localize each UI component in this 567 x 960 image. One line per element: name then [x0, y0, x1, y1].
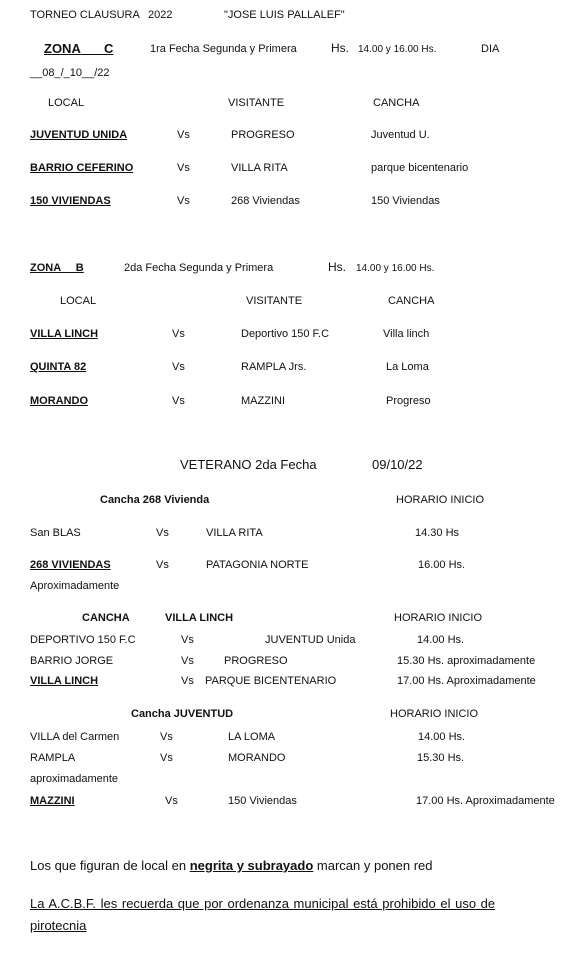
cancha-juventud-visitante-2: MORANDO	[228, 752, 286, 764]
tournament-title: TORNEO CLAUSURA	[30, 9, 140, 21]
legend-note-post: marcan y ponen red	[313, 858, 433, 873]
zona-b-visitante-1: Deportivo 150 F.C	[241, 328, 330, 340]
cancha-268-hora-1: 14.30 Hs	[415, 527, 460, 539]
cancha-juventud-hora-3: 17.00 Hs. Aproximadamente	[416, 795, 555, 807]
cancha-villa-linch-local-2: BARRIO JORGE	[30, 655, 114, 667]
cancha-268-note: Aproximadamente	[30, 580, 120, 592]
zona-c-col-local: LOCAL	[48, 97, 85, 109]
cancha-villa-linch-vs-3: Vs	[181, 675, 194, 687]
cancha-juventud-local-2: RAMPLA	[30, 752, 76, 764]
zona-c-vs-1: Vs	[177, 129, 190, 141]
zona-c-visitante-2: VILLA RITA	[231, 162, 288, 174]
cancha-268-local-2: 268 VIVIENDAS	[30, 559, 111, 571]
cancha-juventud-vs-2: Vs	[160, 752, 173, 764]
zona-b-cancha-1: Villa linch	[383, 328, 430, 340]
zona-c-hs-label: Hs.	[331, 41, 349, 55]
zona-b-vs-2: Vs	[172, 361, 185, 373]
cancha-villa-linch-vs-1: Vs	[181, 634, 194, 646]
cancha-juventud-horario: HORARIO INICIO	[390, 708, 479, 720]
zona-c-hours: 14.00 y 16.00 Hs.	[358, 44, 437, 55]
cancha-juventud-visitante-1: LA LOMA	[228, 731, 276, 743]
zona-b-col-cancha: CANCHA	[388, 295, 435, 307]
cancha-juventud-visitante-3: 150 Viviendas	[228, 795, 297, 807]
legend-note	[30, 858, 433, 874]
zona-b-title: ZONA B	[30, 262, 84, 274]
veterano-title: VETERANO 2da Fecha	[180, 457, 317, 472]
zona-b-vs-3: Vs	[172, 395, 185, 407]
cancha-juventud-title: Cancha JUVENTUD	[131, 708, 234, 720]
cancha-juventud-vs-3: Vs	[165, 795, 178, 807]
cancha-villa-linch-local-1: DEPORTIVO 150 F.C	[30, 634, 136, 646]
cancha-villa-linch-visitante-2: PROGRESO	[224, 655, 288, 667]
zona-c-cancha-3: 150 Viviendas	[371, 195, 440, 207]
cancha-juventud-local-3: MAZZINI	[30, 795, 75, 807]
zona-c-visitante-3: 268 Viviendas	[231, 195, 300, 207]
zona-b-cancha-3: Progreso	[386, 395, 431, 407]
cancha-268-visitante-2: PATAGONIA NORTE	[206, 559, 309, 571]
cancha-villa-linch-label: CANCHA	[82, 612, 130, 624]
zona-c-local-1: JUVENTUD UNIDA	[30, 129, 128, 141]
zona-b-cancha-2: La Loma	[386, 361, 429, 373]
cancha-268-vs-2: Vs	[156, 559, 169, 571]
zona-c-dia-label: DIA	[481, 43, 500, 55]
cancha-villa-linch-local-3: VILLA LINCH	[30, 675, 99, 687]
zona-c-vs-2: Vs	[177, 162, 190, 174]
cancha-268-horario: HORARIO INICIO	[396, 494, 485, 506]
zona-c-vs-3: Vs	[177, 195, 190, 207]
zona-c-local-2: BARRIO CEFERINO	[30, 162, 134, 174]
zona-b-col-visitante: VISITANTE	[246, 295, 303, 307]
cancha-juventud-note: aproximadamente	[30, 773, 119, 785]
cancha-villa-linch-name: VILLA LINCH	[165, 612, 234, 624]
zona-b-local-1: VILLA LINCH	[30, 328, 99, 340]
cancha-268-vs-1: Vs	[156, 527, 169, 539]
zona-b-hs-label: Hs.	[328, 260, 346, 274]
zona-b-hours: 14.00 y 16.00 Hs.	[356, 263, 435, 274]
zona-c-col-cancha: CANCHA	[373, 97, 420, 109]
zona-c-date: __08_/_10__/22	[30, 67, 110, 79]
zona-b-col-local: LOCAL	[60, 295, 97, 307]
cancha-juventud-vs-1: Vs	[160, 731, 173, 743]
cancha-villa-linch-hora-3: 17.00 Hs. Aproximadamente	[397, 675, 536, 687]
zona-c-visitante-1: PROGRESO	[231, 129, 295, 141]
cancha-villa-linch-horario: HORARIO INICIO	[394, 612, 483, 624]
cancha-juventud-local-1: VILLA del Carmen	[30, 731, 120, 743]
zona-b-visitante-3: MAZZINI	[241, 395, 285, 407]
cancha-268-visitante-1: VILLA RITA	[206, 527, 263, 539]
cancha-villa-linch-visitante-3: PARQUE BICENTENARIO	[205, 675, 337, 687]
cancha-juventud-hora-1: 14.00 Hs.	[418, 731, 466, 743]
zona-b-vs-1: Vs	[172, 328, 185, 340]
tournament-name: "JOSE LUIS PALLALEF"	[224, 9, 345, 21]
zona-c-title: ZONA C	[44, 41, 114, 56]
cancha-villa-linch-vs-2: Vs	[181, 655, 194, 667]
cancha-villa-linch-visitante-1: JUVENTUD Unida	[265, 634, 356, 646]
zona-c-col-visitante: VISITANTE	[228, 97, 285, 109]
cancha-268-local-1: San BLAS	[30, 527, 81, 539]
cancha-villa-linch-hora-1: 14.00 Hs.	[417, 634, 465, 646]
cancha-268-title: Cancha 268 Vivienda	[100, 494, 210, 506]
zona-c-local-3: 150 VIVIENDAS	[30, 195, 111, 207]
cancha-villa-linch-hora-2: 15.30 Hs. aproximadamente	[397, 655, 536, 667]
cancha-juventud-hora-2: 15.30 Hs.	[417, 752, 465, 764]
cancha-268-hora-2: 16.00 Hs.	[418, 559, 466, 571]
zona-c-cancha-1: Juventud U.	[371, 129, 430, 141]
legend-note-pre: Los que figuran de local en	[30, 858, 190, 873]
zona-c-cancha-2: parque bicentenario	[371, 162, 469, 174]
zona-b-fecha: 2da Fecha Segunda y Primera	[124, 262, 274, 274]
zona-b-local-3: MORANDO	[30, 395, 89, 407]
pirotecnia-notice: La A.C.B.F. les recuerda que por ordenanza municipal está prohibido el uso de pirotecnia	[30, 896, 496, 933]
legend-note-bold: negrita y subrayado	[189, 858, 314, 873]
zona-b-visitante-2: RAMPLA Jrs.	[241, 361, 307, 373]
zona-c-fecha: 1ra Fecha Segunda y Primera	[150, 43, 297, 55]
tournament-year: 2022	[148, 9, 173, 21]
veterano-date: 09/10/22	[372, 457, 423, 472]
zona-b-local-2: QUINTA 82	[30, 361, 87, 373]
